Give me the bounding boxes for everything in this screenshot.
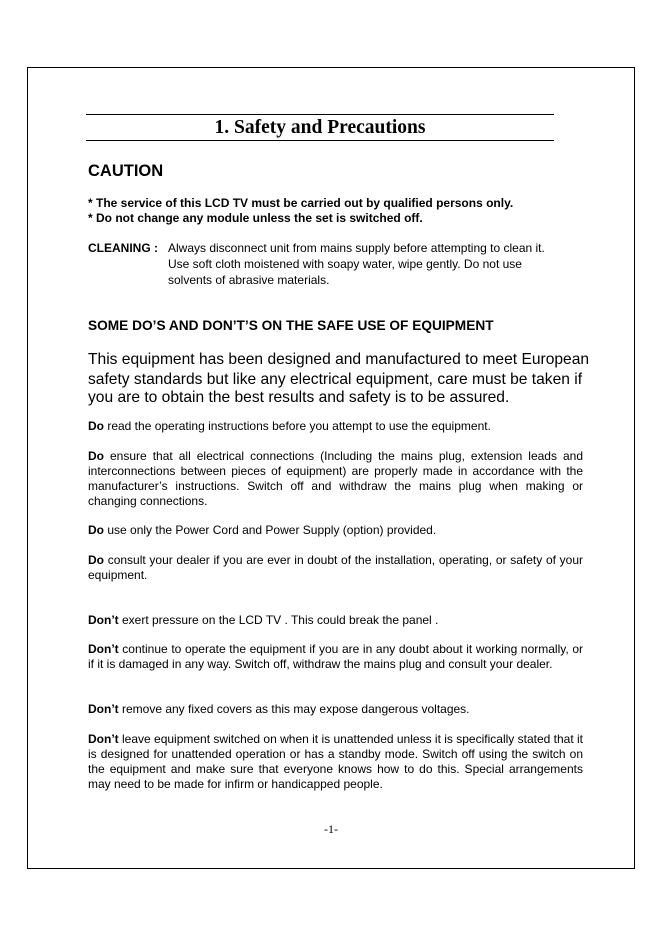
intro-line-1: This equipment has been designed and manufactured to meet European (88, 351, 590, 368)
rule-text: use only the Power Cord and Power Supply (option) provided. (104, 523, 437, 537)
rule-text: ensure that all electrical connections (Including the mains plug, extension leads and interconnections between pieces of equipment) are properly made in accordance with the manufacturer’s instructions. Switch off and withdraw the mains plug when making or changing connections. (88, 449, 583, 508)
rule-text: continue to operate the equipment if you are in any doubt about it working normally, or if it is damaged in any way. Switch off, withdraw the mains plug and consult your dealer. (88, 642, 583, 671)
cleaning-line-2: Use soft cloth moistened with soapy water, wipe gently. Do not use (168, 257, 522, 271)
rule-paragraph (88, 553, 583, 583)
cleaning-label: CLEANING : (88, 241, 158, 255)
rule-text: remove any fixed covers as this may expose dangerous voltages. (118, 702, 470, 716)
rule-paragraph (88, 732, 583, 792)
rule-keyword: Don’t (88, 702, 119, 716)
cleaning-line-1: Always disconnect unit from mains supply before attempting to clean it. (168, 241, 545, 255)
rule-keyword: Do (88, 449, 104, 463)
rule-keyword: Don’t (88, 642, 119, 656)
intro-line-3: you are to obtain the best results and safety is to be assured. (88, 389, 510, 406)
rule-text: consult your dealer if you are ever in doubt of the installation, operating, or safety of your equipment. (88, 553, 583, 582)
caution-line-1: * The service of this LCD TV must be carried out by qualified persons only. (88, 196, 514, 210)
rule-text: read the operating instructions before you attempt to use the equipment. (104, 419, 491, 433)
rule-keyword: Don’t (88, 732, 119, 746)
cleaning-line-3: solvents of abrasive materials. (168, 273, 330, 287)
rule-keyword: Do (88, 523, 104, 537)
section-heading: SOME DO’S AND DON’T’S ON THE SAFE USE OF EQUIPMENT (88, 318, 494, 333)
caution-heading: CAUTION (88, 162, 164, 180)
rule-paragraph (88, 419, 583, 434)
page-title: 1. Safety and Precautions (214, 117, 426, 138)
rule-text: leave equipment switched on when it is unattended unless it is specifically stated that it is designed for unattended operation or has a standby mode. Switch off using the switch on the equipment and make sure that everyone knows how to do this. Special arrangements may need to be made for infirm or handicapped people. (88, 732, 583, 791)
caution-line-2: * Do not change any module unless the set is switched off. (88, 211, 423, 225)
rule-paragraph (88, 613, 583, 628)
rule-paragraph (88, 449, 583, 509)
rule-text: exert pressure on the LCD TV . This could break the panel . (118, 613, 439, 627)
rule-keyword: Don’t (88, 613, 119, 627)
page-number: -1- (324, 822, 338, 836)
title-block (86, 114, 554, 141)
rule-paragraph (88, 642, 583, 672)
rule-paragraph (88, 702, 583, 717)
rule-paragraph (88, 523, 583, 538)
rule-keyword: Do (88, 553, 104, 567)
rule-keyword: Do (88, 419, 104, 433)
intro-line-2: safety standards but like any electrical equipment, care must be taken if (88, 371, 583, 388)
